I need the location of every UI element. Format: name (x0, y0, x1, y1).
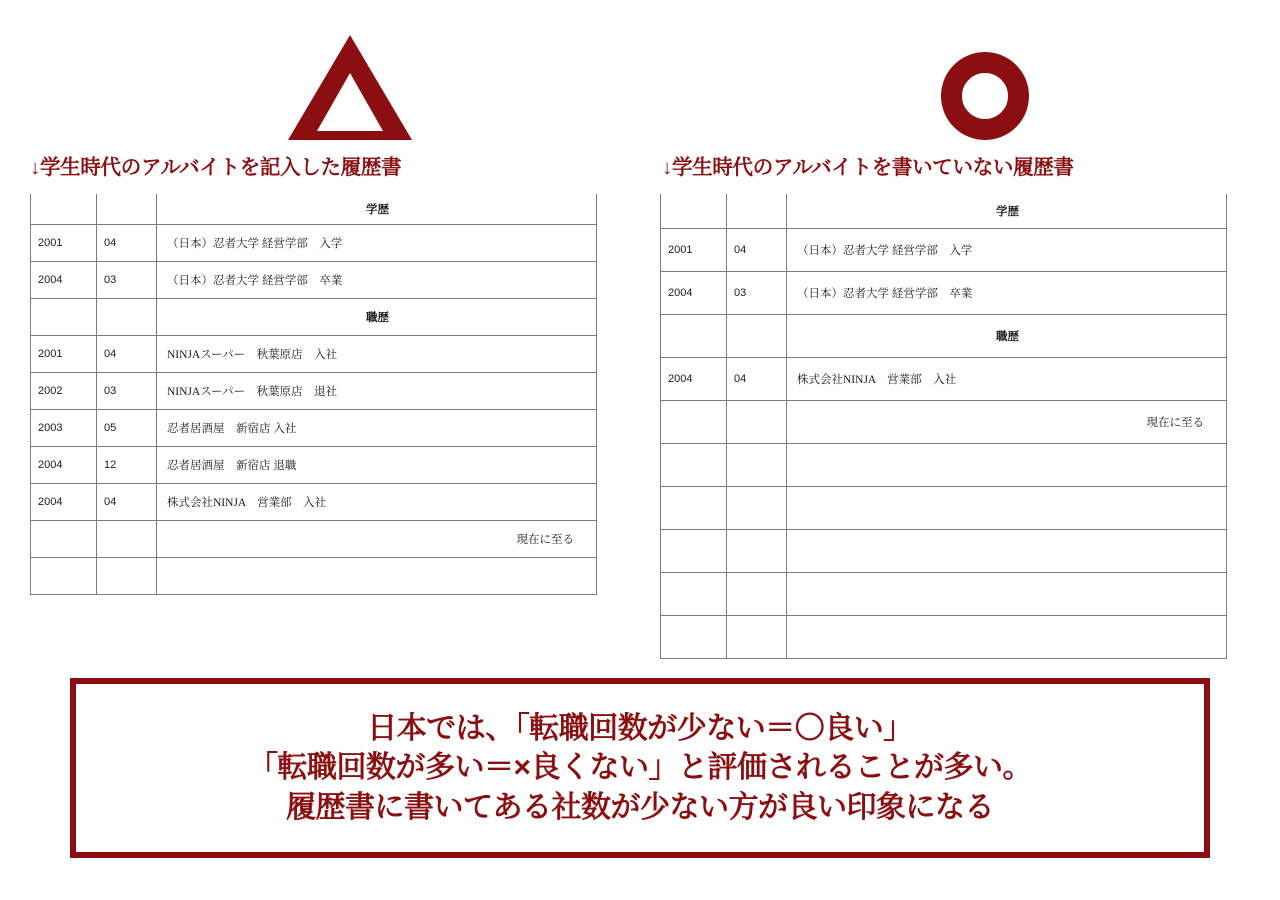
triangle-shape (288, 35, 412, 140)
table-row (31, 225, 597, 262)
cell-month (727, 530, 787, 573)
right-panel-caption: ↓学生時代のアルバイトを書いていない履歴書 (662, 156, 1074, 179)
table-row (31, 558, 597, 595)
cell-desc (787, 530, 1227, 573)
table-row (661, 194, 1227, 229)
table-row (31, 373, 597, 410)
cell-year: 2004 (661, 272, 727, 315)
cell-month (727, 444, 787, 487)
cell-month: 04 (97, 225, 157, 262)
cell-year (661, 194, 727, 229)
cell-section-header: 学歴 (157, 194, 597, 225)
table-row (661, 272, 1227, 315)
cell-year: 2001 (31, 225, 97, 262)
table-row (661, 616, 1227, 659)
cell-desc: 忍者居酒屋 新宿店 退職 (157, 447, 597, 484)
cell-month (727, 573, 787, 616)
cell-desc: 忍者居酒屋 新宿店 入社 (157, 410, 597, 447)
left-panel-caption: ↓学生時代のアルバイトを記入した履歴書 (30, 156, 402, 179)
table-row (661, 444, 1227, 487)
table-row (31, 447, 597, 484)
cell-month (97, 299, 157, 336)
table-row (31, 299, 597, 336)
cell-desc (787, 444, 1227, 487)
cell-month (727, 315, 787, 358)
cell-desc: （日本）忍者大学 経営学部 入学 (787, 229, 1227, 272)
table-row (31, 336, 597, 373)
cell-year (31, 194, 97, 225)
cell-section-header: 職歴 (787, 315, 1227, 358)
circle-shape (941, 52, 1029, 140)
cell-month (97, 194, 157, 225)
cell-month: 03 (727, 272, 787, 315)
table-row (661, 487, 1227, 530)
cell-year (661, 487, 727, 530)
cell-month: 04 (97, 336, 157, 373)
cell-year (661, 530, 727, 573)
cell-month (97, 558, 157, 595)
cell-month (727, 487, 787, 530)
table-row (31, 410, 597, 447)
table-row (31, 484, 597, 521)
cell-year (31, 558, 97, 595)
cell-month: 03 (97, 262, 157, 299)
circle-mark (660, 0, 1260, 140)
cell-desc (787, 616, 1227, 659)
cell-section-header: 学歴 (787, 194, 1227, 229)
cell-year (31, 521, 97, 558)
cell-year (661, 444, 727, 487)
summary-message-box (70, 678, 1210, 858)
table-row (31, 521, 597, 558)
table-row (661, 358, 1227, 401)
cell-month: 05 (97, 410, 157, 447)
cell-year: 2004 (31, 484, 97, 521)
cell-year (661, 616, 727, 659)
cell-desc: 現在に至る (157, 521, 597, 558)
table-row (661, 573, 1227, 616)
cell-month: 03 (97, 373, 157, 410)
cell-month: 12 (97, 447, 157, 484)
table-row (31, 262, 597, 299)
cell-year: 2003 (31, 410, 97, 447)
cell-year: 2004 (31, 447, 97, 484)
table-row (661, 229, 1227, 272)
cell-month (727, 401, 787, 444)
cell-desc: 現在に至る (787, 401, 1227, 444)
cell-desc (787, 573, 1227, 616)
summary-line-3: 履歴書に書いてある社数が少ない方が良い印象になる (286, 790, 994, 824)
cell-month: 04 (727, 358, 787, 401)
cell-desc: 株式会社NINJA 営業部 入社 (787, 358, 1227, 401)
cell-desc: （日本）忍者大学 経営学部 卒業 (787, 272, 1227, 315)
cell-year (661, 401, 727, 444)
table-row (661, 401, 1227, 444)
cell-month: 04 (727, 229, 787, 272)
cell-section-header: 職歴 (157, 299, 597, 336)
cell-desc: （日本）忍者大学 経営学部 入学 (157, 225, 597, 262)
summary-line-2: 「転職回数が多い＝×良くない」と評価されることが多い。 (247, 751, 1033, 785)
right-panel (660, 0, 1260, 659)
cell-year (31, 299, 97, 336)
cell-desc (787, 487, 1227, 530)
cell-desc: NINJAスーパー 秋葉原店 入社 (157, 336, 597, 373)
right-resume-table (660, 194, 1227, 659)
cell-year: 2004 (31, 262, 97, 299)
left-resume-table (30, 194, 597, 595)
cell-desc: NINJAスーパー 秋葉原店 退社 (157, 373, 597, 410)
cell-month: 04 (97, 484, 157, 521)
table-row (661, 530, 1227, 573)
cell-year: 2001 (661, 229, 727, 272)
triangle-mark (30, 0, 630, 140)
left-panel (30, 0, 630, 595)
cell-month (727, 616, 787, 659)
cell-month (727, 194, 787, 229)
table-row (661, 315, 1227, 358)
cell-year: 2004 (661, 358, 727, 401)
cell-desc (157, 558, 597, 595)
table-row (31, 194, 597, 225)
cell-year (661, 315, 727, 358)
summary-line-1: 日本では、「転職回数が少ない＝〇良い」 (367, 711, 913, 745)
cell-month (97, 521, 157, 558)
cell-year (661, 573, 727, 616)
cell-year: 2002 (31, 373, 97, 410)
cell-desc: （日本）忍者大学 経営学部 卒業 (157, 262, 597, 299)
cell-year: 2001 (31, 336, 97, 373)
cell-desc: 株式会社NINJA 営業部 入社 (157, 484, 597, 521)
